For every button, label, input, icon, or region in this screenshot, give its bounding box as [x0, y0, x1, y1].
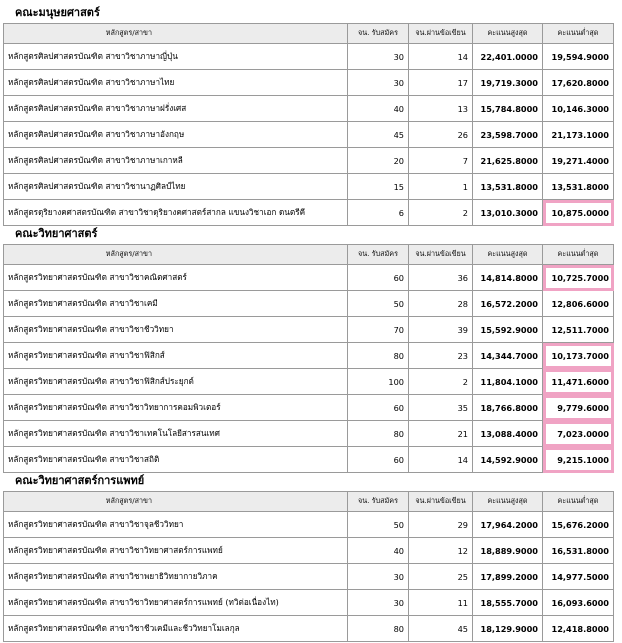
cell-applicants: 80: [348, 616, 409, 642]
table-header-row: [4, 24, 614, 44]
cell-min-score: 12,418.8000: [543, 616, 614, 642]
table-row: [4, 538, 614, 564]
cell-applicants: 70: [348, 317, 409, 343]
cell-passed: 21: [409, 421, 473, 447]
table-row: [4, 512, 614, 538]
cell-applicants: 40: [348, 96, 409, 122]
cell-passed: 14: [409, 447, 473, 473]
cell-program: หลักสูตรวิทยาศาสตรบัณฑิต สาขาวิชาชีววิทยา: [4, 317, 348, 343]
table-row: [4, 317, 614, 343]
cell-min-score: 17,620.8000: [543, 70, 614, 96]
cell-program: หลักสูตรวิทยาศาสตรบัณฑิต สาขาวิชาจุลชีววิทยา: [4, 512, 348, 538]
cell-program: หลักสูตรวิทยาศาสตรบัณฑิต สาขาวิชาเคมี: [4, 291, 348, 317]
cell-min-score: 7,023.0000: [543, 421, 614, 447]
cell-applicants: 50: [348, 291, 409, 317]
column-header-min-score: คะแนนต่ำสุด: [543, 24, 614, 44]
cell-program: หลักสูตรวิทยาศาสตรบัณฑิต สาขาวิชาฟิสิกส์: [4, 343, 348, 369]
cell-max-score: 18,889.9000: [473, 538, 543, 564]
cell-max-score: 22,401.0000: [473, 44, 543, 70]
cell-max-score: 15,592.9000: [473, 317, 543, 343]
cell-min-score: 16,531.8000: [543, 538, 614, 564]
cell-program: หลักสูตรวิทยาศาสตรบัณฑิต สาขาวิชาชีวเคมีและชีววิทยาโมเลกุล: [4, 616, 348, 642]
cell-min-score: 11,471.6000: [543, 369, 614, 395]
cell-passed: 14: [409, 44, 473, 70]
cell-passed: 23: [409, 343, 473, 369]
table-row: [4, 148, 614, 174]
cell-max-score: 15,784.8000: [473, 96, 543, 122]
cell-passed: 2: [409, 200, 473, 226]
cell-program: หลักสูตรวิทยาศาสตรบัณฑิต สาขาวิชาพยาธิวิทยากายวิภาค: [4, 564, 348, 590]
admission-table: [3, 491, 614, 642]
cell-passed: 11: [409, 590, 473, 616]
table-row: [4, 44, 614, 70]
cell-passed: 1: [409, 174, 473, 200]
table-row: [4, 122, 614, 148]
cell-min-score: 10,725.7000: [543, 265, 614, 291]
cell-min-score: 19,594.9000: [543, 44, 614, 70]
cell-max-score: 19,719.3000: [473, 70, 543, 96]
cell-program: หลักสูตรวิทยาศาสตรบัณฑิต สาขาวิชาเทคโนโลยีสารสนเทศ: [4, 421, 348, 447]
cell-passed: 45: [409, 616, 473, 642]
table-row: [4, 265, 614, 291]
cell-min-score: 10,173.7000: [543, 343, 614, 369]
cell-program: หลักสูตรศิลปศาสตรบัณฑิต สาขาวิชาภาษาอังกฤษ: [4, 122, 348, 148]
column-header-max-score: คะแนนสูงสุด: [473, 492, 543, 512]
table-header-row: [4, 492, 614, 512]
cell-program: หลักสูตรดุริยางคศาสตรบัณฑิต สาขาวิชาดุริยางคศาสตร์สากล แขนงวิชาเอก ดนตรีคี: [4, 200, 348, 226]
cell-passed: 39: [409, 317, 473, 343]
cell-max-score: 14,814.8000: [473, 265, 543, 291]
cell-max-score: 18,766.8000: [473, 395, 543, 421]
cell-applicants: 40: [348, 538, 409, 564]
table-row: [4, 564, 614, 590]
cell-program: หลักสูตรศิลปศาสตรบัณฑิต สาขาวิชาภาษาญี่ปุ่น: [4, 44, 348, 70]
cell-min-score: 21,173.1000: [543, 122, 614, 148]
cell-max-score: 13,010.3000: [473, 200, 543, 226]
cell-program: หลักสูตรวิทยาศาสตรบัณฑิต สาขาวิชาฟิสิกส์ประยุกต์: [4, 369, 348, 395]
cell-applicants: 80: [348, 421, 409, 447]
cell-applicants: 45: [348, 122, 409, 148]
cell-applicants: 80: [348, 343, 409, 369]
column-header-applicants: จน. รับสมัคร: [348, 245, 409, 265]
section-title: คณะมนุษยศาสตร์: [15, 6, 100, 19]
table-row: [4, 343, 614, 369]
cell-passed: 2: [409, 369, 473, 395]
cell-min-score: 12,511.7000: [543, 317, 614, 343]
cell-applicants: 30: [348, 70, 409, 96]
cell-passed: 29: [409, 512, 473, 538]
table-row: [4, 96, 614, 122]
cell-passed: 26: [409, 122, 473, 148]
cell-min-score: 16,093.6000: [543, 590, 614, 616]
column-header-program: หลักสูตร/สาขา: [4, 245, 348, 265]
cell-max-score: 17,964.2000: [473, 512, 543, 538]
cell-applicants: 30: [348, 590, 409, 616]
cell-max-score: 16,572.2000: [473, 291, 543, 317]
cell-applicants: 30: [348, 44, 409, 70]
cell-passed: 25: [409, 564, 473, 590]
cell-max-score: 13,531.8000: [473, 174, 543, 200]
cell-min-score: 9,779.6000: [543, 395, 614, 421]
cell-min-score: 19,271.4000: [543, 148, 614, 174]
cell-applicants: 20: [348, 148, 409, 174]
column-header-passed: จน.ผ่านข้อเขียน: [409, 24, 473, 44]
column-header-min-score: คะแนนต่ำสุด: [543, 245, 614, 265]
column-header-applicants: จน. รับสมัคร: [348, 492, 409, 512]
cell-program: หลักสูตรวิทยาศาสตรบัณฑิต สาขาวิชาวิทยาการคอมพิวเตอร์: [4, 395, 348, 421]
table-row: [4, 291, 614, 317]
cell-applicants: 50: [348, 512, 409, 538]
cell-min-score: 15,676.2000: [543, 512, 614, 538]
cell-max-score: 21,625.8000: [473, 148, 543, 174]
cell-passed: 35: [409, 395, 473, 421]
cell-max-score: 14,344.7000: [473, 343, 543, 369]
column-header-passed: จน.ผ่านข้อเขียน: [409, 492, 473, 512]
cell-passed: 28: [409, 291, 473, 317]
cell-max-score: 13,088.4000: [473, 421, 543, 447]
cell-min-score: 13,531.8000: [543, 174, 614, 200]
cell-program: หลักสูตรศิลปศาสตรบัณฑิต สาขาวิชาภาษาฝรั่งเศส: [4, 96, 348, 122]
table-row: [4, 421, 614, 447]
cell-min-score: 14,977.5000: [543, 564, 614, 590]
admission-table: [3, 23, 614, 226]
table-row: [4, 395, 614, 421]
column-header-max-score: คะแนนสูงสุด: [473, 24, 543, 44]
cell-applicants: 60: [348, 447, 409, 473]
cell-max-score: 11,804.1000: [473, 369, 543, 395]
cell-passed: 12: [409, 538, 473, 564]
cell-program: หลักสูตรศิลปศาสตรบัณฑิต สาขาวิชาภาษาไทย: [4, 70, 348, 96]
cell-applicants: 15: [348, 174, 409, 200]
table-header-row: [4, 245, 614, 265]
cell-applicants: 100: [348, 369, 409, 395]
column-header-program: หลักสูตร/สาขา: [4, 24, 348, 44]
cell-program: หลักสูตรศิลปศาสตรบัณฑิต สาขาวิชานาฏศิลป์ไทย: [4, 174, 348, 200]
column-header-max-score: คะแนนสูงสุด: [473, 245, 543, 265]
cell-program: หลักสูตรวิทยาศาสตรบัณฑิต สาขาวิชาคณิตศาสตร์: [4, 265, 348, 291]
table-row: [4, 369, 614, 395]
cell-max-score: 18,129.9000: [473, 616, 543, 642]
cell-max-score: 14,592.9000: [473, 447, 543, 473]
cell-max-score: 17,899.2000: [473, 564, 543, 590]
column-header-min-score: คะแนนต่ำสุด: [543, 492, 614, 512]
cell-passed: 36: [409, 265, 473, 291]
cell-program: หลักสูตรวิทยาศาสตรบัณฑิต สาขาวิชาวิทยาศาสตร์การแพทย์: [4, 538, 348, 564]
cell-min-score: 9,215.1000: [543, 447, 614, 473]
cell-max-score: 23,598.7000: [473, 122, 543, 148]
cell-min-score: 10,875.0000: [543, 200, 614, 226]
cell-applicants: 6: [348, 200, 409, 226]
cell-applicants: 30: [348, 564, 409, 590]
table-row: [4, 590, 614, 616]
table-row: [4, 70, 614, 96]
cell-program: หลักสูตรวิทยาศาสตรบัณฑิต สาขาวิชาวิทยาศาสตร์การแพทย์ (ทวิต่อเนื่องไท): [4, 590, 348, 616]
table-row: [4, 447, 614, 473]
column-header-program: หลักสูตร/สาขา: [4, 492, 348, 512]
cell-program: หลักสูตรศิลปศาสตรบัณฑิต สาขาวิชาภาษาเกาหลี: [4, 148, 348, 174]
column-header-applicants: จน. รับสมัคร: [348, 24, 409, 44]
table-row: [4, 616, 614, 642]
cell-passed: 13: [409, 96, 473, 122]
cell-max-score: 18,555.7000: [473, 590, 543, 616]
column-header-passed: จน.ผ่านข้อเขียน: [409, 245, 473, 265]
section-title: คณะวิทยาศาสตร์การแพทย์: [15, 474, 145, 487]
cell-passed: 17: [409, 70, 473, 96]
table-row: [4, 174, 614, 200]
cell-min-score: 12,806.6000: [543, 291, 614, 317]
cell-applicants: 60: [348, 265, 409, 291]
cell-passed: 7: [409, 148, 473, 174]
section-title: คณะวิทยาศาสตร์: [15, 227, 98, 240]
admission-table: [3, 244, 614, 473]
cell-program: หลักสูตรวิทยาศาสตรบัณฑิต สาขาวิชาสถิติ: [4, 447, 348, 473]
cell-applicants: 60: [348, 395, 409, 421]
table-row: [4, 200, 614, 226]
cell-min-score: 10,146.3000: [543, 96, 614, 122]
